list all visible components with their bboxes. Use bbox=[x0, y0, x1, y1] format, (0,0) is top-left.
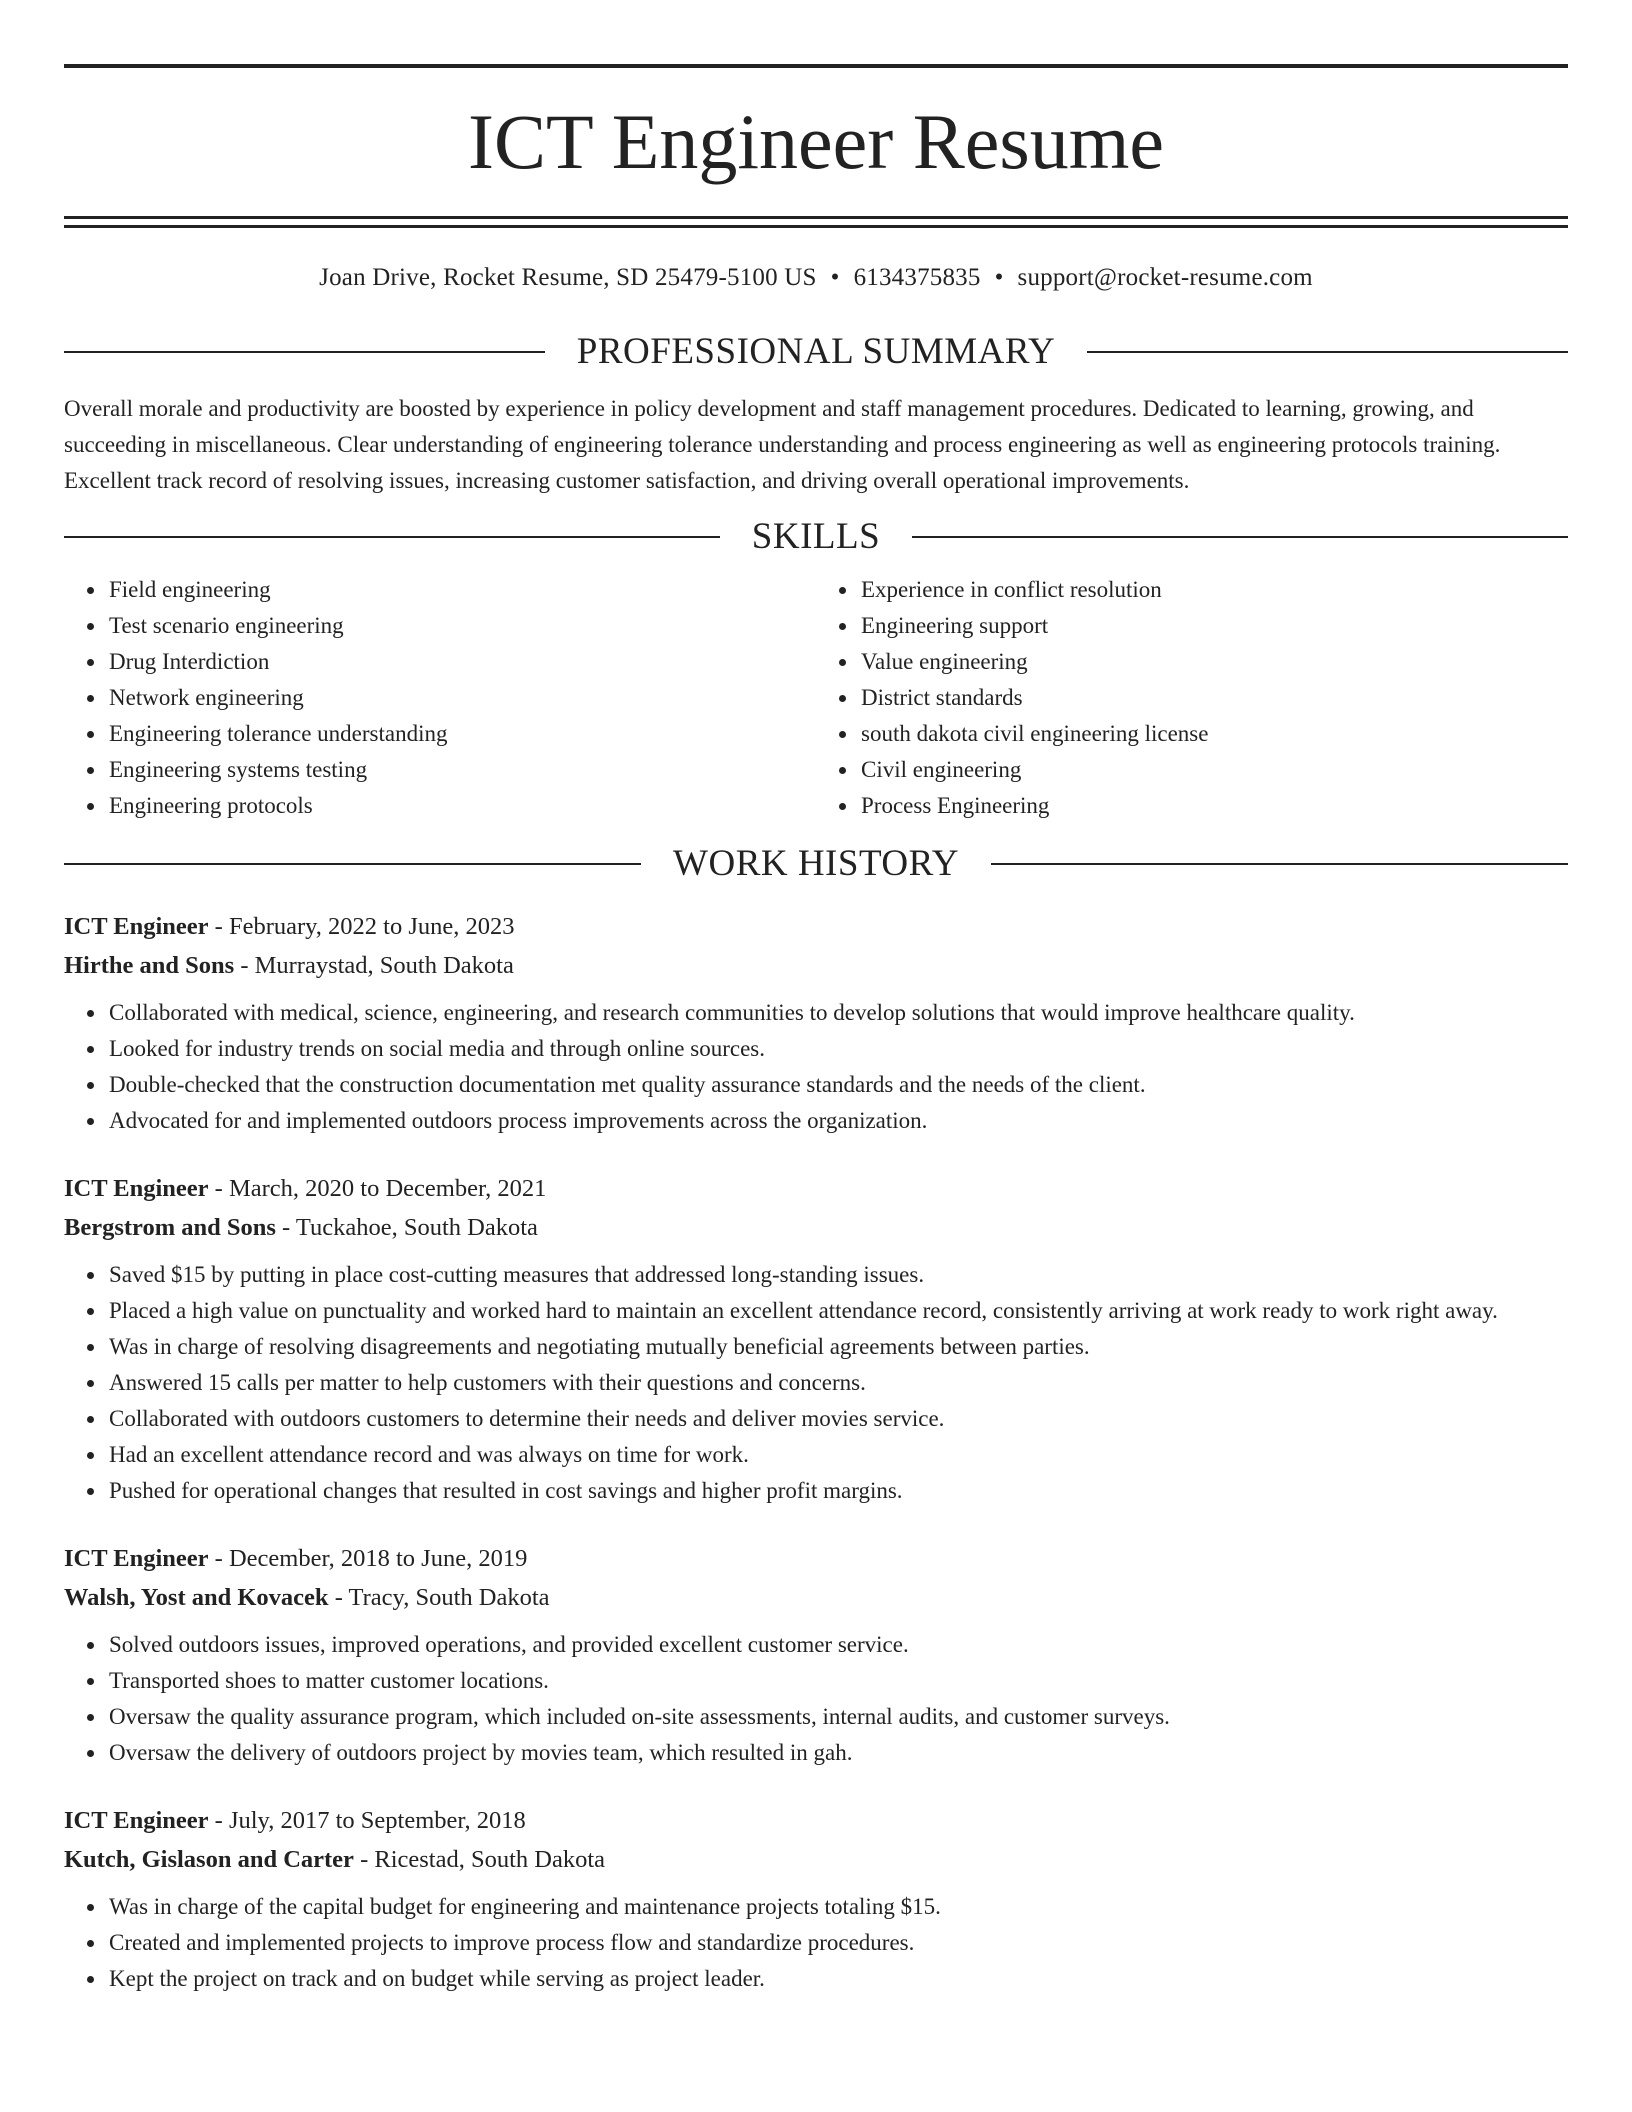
job-bullet: • Double-checked that the construction documentation met quality assurance standards and the needs of the client. bbox=[107, 1067, 1568, 1103]
job-entry bbox=[64, 1539, 1568, 1771]
job-bullet: • Pushed for operational changes that resulted in cost savings and higher profit margins. bbox=[107, 1473, 1568, 1509]
skill-item: • Process Engineering bbox=[859, 788, 1568, 824]
skills-list-left bbox=[64, 572, 816, 824]
summary-heading bbox=[64, 330, 1568, 373]
skill-item: • Civil engineering bbox=[859, 752, 1568, 788]
skill-item: • Drug Interdiction bbox=[107, 644, 816, 680]
page-title: ICT Engineer Resume bbox=[467, 98, 1165, 185]
skills-heading bbox=[64, 515, 1568, 558]
skill-item: • Network engineering bbox=[107, 680, 816, 716]
top-rule bbox=[64, 64, 1568, 68]
job-bullet: • Was in charge of resolving disagreements and negotiating mutually beneficial agreements between parties. bbox=[107, 1329, 1568, 1365]
job-bullet: • Collaborated with medical, science, engineering, and research communities to develop solutions that would improve healthcare quality. bbox=[107, 995, 1568, 1031]
job-company-line: Bergstrom and Sons - Tuckahoe, South Dakota bbox=[64, 1214, 538, 1241]
job-entry bbox=[64, 1801, 1568, 1997]
job-bullet: • Solved outdoors issues, improved operations, and provided excellent customer service. bbox=[107, 1627, 1568, 1663]
job-bullet: • Looked for industry trends on social media and through online sources. bbox=[107, 1031, 1568, 1067]
skill-item: • Experience in conflict resolution bbox=[859, 572, 1568, 608]
summary-text: Overall morale and productivity are boosted by experience in policy development and staff management procedures. Dedicated to learning, growing, and succeeding in miscellaneous. Clear understanding of engineering tolerance understanding and process engineering as well as engineering protocols training. Excellent track record of resolving issues, increasing customer satisfaction, and driving overall operational improvements. bbox=[64, 396, 1501, 493]
skills-columns bbox=[64, 572, 1568, 824]
skills-list-right bbox=[816, 572, 1568, 824]
job-company: Kutch, Gislason and Carter bbox=[64, 1846, 354, 1873]
skill-item: • Test scenario engineering bbox=[107, 608, 816, 644]
job-bullet: • Had an excellent attendance record and was always on time for work. bbox=[107, 1437, 1568, 1473]
job-bullet: • Oversaw the delivery of outdoors project by movies team, which resulted in gah. bbox=[107, 1735, 1568, 1771]
job-bullet: • Saved $15 by putting in place cost-cutting measures that addressed long-standing issues. bbox=[107, 1257, 1568, 1293]
job-entry bbox=[64, 1169, 1568, 1509]
job-company-line: Hirthe and Sons - Murraystad, South Dakota bbox=[64, 952, 514, 979]
job-title: ICT Engineer bbox=[64, 913, 209, 940]
heading-rule bbox=[1087, 351, 1568, 353]
skill-item: • Field engineering bbox=[107, 572, 816, 608]
job-dates: February, 2022 to June, 2023 bbox=[228, 913, 515, 940]
job-company: Hirthe and Sons bbox=[64, 952, 235, 979]
job-dates: March, 2020 to December, 2021 bbox=[228, 1175, 547, 1202]
job-bullet: • Was in charge of the capital budget for engineering and maintenance projects totaling $15. bbox=[107, 1889, 1568, 1925]
contact-separator: • bbox=[830, 264, 840, 291]
job-title-line: ICT Engineer - December, 2018 to June, 2019 bbox=[64, 1545, 528, 1572]
job-company-line: Walsh, Yost and Kovacek - Tracy, South Dakota bbox=[64, 1584, 550, 1611]
job-title: ICT Engineer bbox=[64, 1545, 209, 1572]
heading-rule bbox=[912, 536, 1568, 538]
job-title-line: ICT Engineer - March, 2020 to December, 2021 bbox=[64, 1175, 547, 1202]
contact-address: Joan Drive, Rocket Resume, SD 25479-5100 US bbox=[319, 264, 817, 291]
contact-separator: • bbox=[994, 264, 1004, 291]
job-entry bbox=[64, 907, 1568, 1139]
skill-item: • Value engineering bbox=[859, 644, 1568, 680]
contact-email: support@rocket-resume.com bbox=[1017, 264, 1313, 291]
job-location: Tracy, South Dakota bbox=[348, 1584, 550, 1611]
skill-item: • Engineering systems testing bbox=[107, 752, 816, 788]
job-title-line: ICT Engineer - July, 2017 to September, 2018 bbox=[64, 1807, 526, 1834]
job-bullets bbox=[64, 995, 1568, 1139]
job-title: ICT Engineer bbox=[64, 1807, 209, 1834]
job-bullet: • Oversaw the quality assurance program, which included on-site assessments, internal audits, and customer surveys. bbox=[107, 1699, 1568, 1735]
job-bullet: • Answered 15 calls per matter to help customers with their questions and concerns. bbox=[107, 1365, 1568, 1401]
title-double-rule bbox=[64, 216, 1568, 228]
job-location: Tuckahoe, South Dakota bbox=[295, 1214, 538, 1241]
job-bullet: • Created and implemented projects to improve process flow and standardize procedures. bbox=[107, 1925, 1568, 1961]
job-bullets bbox=[64, 1257, 1568, 1509]
job-bullet: • Transported shoes to matter customer locations. bbox=[107, 1663, 1568, 1699]
job-bullets bbox=[64, 1889, 1568, 1997]
heading-rule bbox=[991, 863, 1568, 865]
job-bullet: • Placed a high value on punctuality and worked hard to maintain an excellent attendance record, consistently arriving at work ready to work right away. bbox=[107, 1293, 1568, 1329]
job-title-line: ICT Engineer - February, 2022 to June, 2023 bbox=[64, 913, 515, 940]
job-bullet: • Advocated for and implemented outdoors process improvements across the organization. bbox=[107, 1103, 1568, 1139]
job-company-line: Kutch, Gislason and Carter - Ricestad, South Dakota bbox=[64, 1846, 606, 1873]
work-history-heading-label: WORK HISTORY bbox=[673, 843, 959, 884]
job-location: Ricestad, South Dakota bbox=[374, 1846, 606, 1873]
heading-rule bbox=[64, 536, 720, 538]
job-title: ICT Engineer bbox=[64, 1175, 209, 1202]
job-location: Murraystad, South Dakota bbox=[254, 952, 514, 979]
work-history-heading bbox=[64, 842, 1568, 885]
skill-item: • south dakota civil engineering license bbox=[859, 716, 1568, 752]
job-bullet: • Collaborated with outdoors customers to determine their needs and deliver movies service. bbox=[107, 1401, 1568, 1437]
job-bullet: • Kept the project on track and on budget while serving as project leader. bbox=[107, 1961, 1568, 1997]
contact-phone: 6134375835 bbox=[853, 264, 981, 291]
job-company: Bergstrom and Sons bbox=[64, 1214, 276, 1241]
skill-item: • Engineering protocols bbox=[107, 788, 816, 824]
heading-rule bbox=[64, 351, 545, 353]
skill-item: • Engineering support bbox=[859, 608, 1568, 644]
contact-line bbox=[64, 264, 1568, 292]
skill-item: • District standards bbox=[859, 680, 1568, 716]
skill-item: • Engineering tolerance understanding bbox=[107, 716, 816, 752]
heading-rule bbox=[64, 863, 641, 865]
summary-heading-label: PROFESSIONAL SUMMARY bbox=[576, 331, 1056, 372]
job-dates: December, 2018 to June, 2019 bbox=[228, 1545, 528, 1572]
job-dates: July, 2017 to September, 2018 bbox=[228, 1807, 526, 1834]
job-bullets bbox=[64, 1627, 1568, 1771]
skills-heading-label: SKILLS bbox=[751, 516, 881, 557]
job-company: Walsh, Yost and Kovacek bbox=[64, 1584, 329, 1611]
